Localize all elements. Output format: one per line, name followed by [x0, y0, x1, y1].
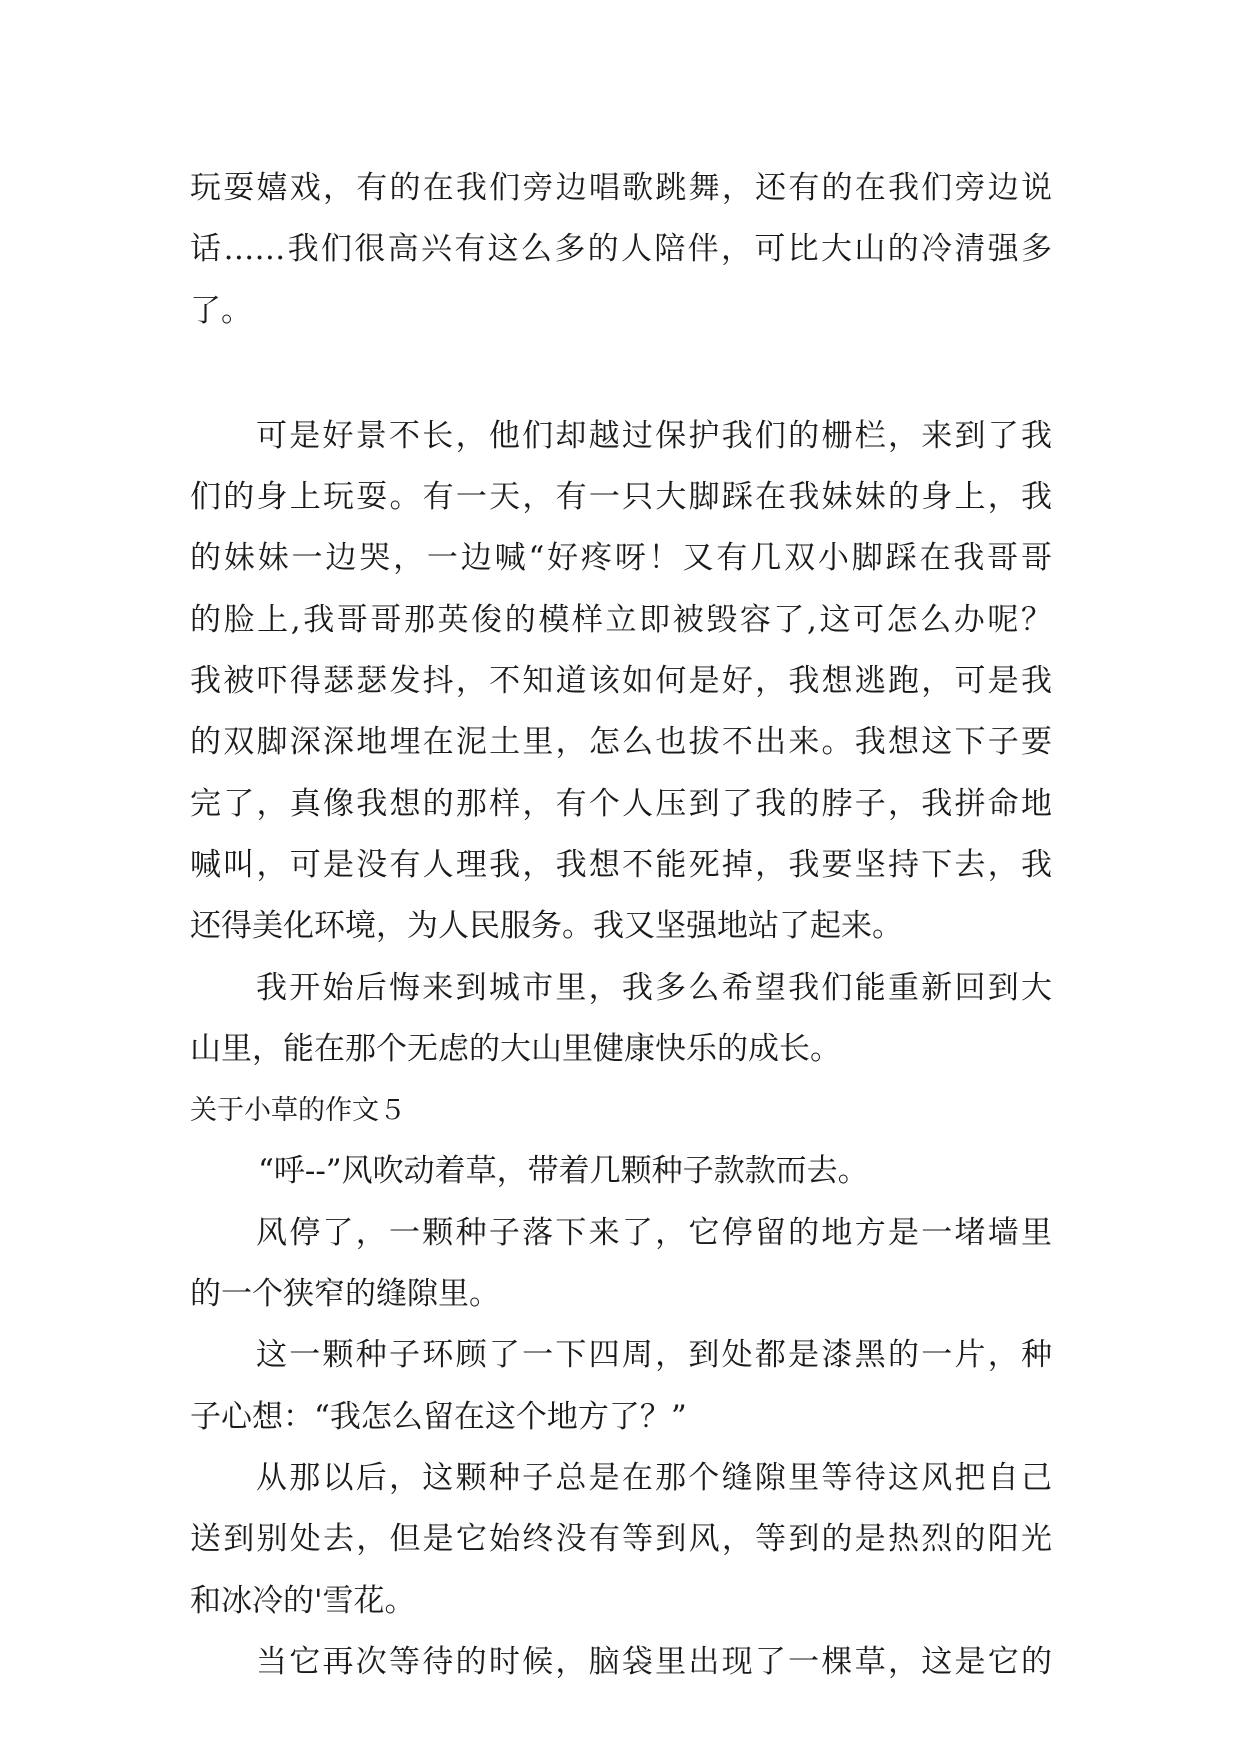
- document-body: [190, 158, 1052, 1693]
- text-line: “呼--”风吹动着草，带着几颗种子款款而去。: [258, 1153, 869, 1190]
- text-line: 当它再次等待的时候，脑袋里出现了一棵草，这是它的: [256, 1643, 1052, 1680]
- text-line: 的脸上,我哥哥那英俊的模样立即被毁容了,这可怎么办呢？: [190, 601, 1052, 638]
- text-line: 我开始后悔来到城市里，我多么希望我们能重新回到大: [256, 969, 1052, 1006]
- text-line: 还得美化环境，为人民服务。我又坚强地站了起来。: [190, 908, 903, 945]
- text-line: 的双脚深深地埋在泥土里，怎么也拔不出来。我想这下子要: [190, 724, 1052, 761]
- text-line: 了。: [190, 292, 252, 329]
- text-line: 风停了，一颗种子落下来了，它停留的地方是一堵墙里: [256, 1214, 1052, 1251]
- text-line: 玩耍嬉戏，有的在我们旁边唱歌跳舞，还有的在我们旁边说: [190, 170, 1052, 206]
- text-line: 从那以后，这颗种子总是在那个缝隙里等待这风把自己: [256, 1459, 1052, 1496]
- text-line: 山里，能在那个无虑的大山里健康快乐的成长。: [190, 1030, 841, 1067]
- text-line: 我被吓得瑟瑟发抖，不知道该如何是好，我想逃跑，可是我: [190, 663, 1052, 700]
- text-line: 和冰冷的'雪花。: [190, 1582, 416, 1619]
- text-line: 子心想：“我怎么留在这个地方了？”: [190, 1398, 687, 1435]
- text-line: 们的身上玩耍。有一天，有一只大脚踩在我妹妹的身上，我: [190, 479, 1052, 516]
- paragraph-gap: [190, 342, 1052, 406]
- text-line: 喊叫，可是没有人理我，我想不能死掉，我要坚持下去，我: [190, 846, 1052, 883]
- text-line: 的妹妹一边哭，一边喊“好疼呀！又有几双小脚踩在我哥哥: [190, 540, 1052, 577]
- text-line: 话……我们很高兴有这么多的人陪伴，可比大山的冷清强多: [190, 231, 1052, 268]
- text-line: 的一个狭窄的缝隙里。: [190, 1276, 500, 1313]
- section-title: 关于小草的作文５: [190, 1095, 406, 1127]
- text-line: 这一颗种子环顾了一下四周，到处都是漆黑的一片，种: [256, 1337, 1052, 1374]
- text-line: 可是好景不长，他们却越过保护我们的栅栏，来到了我: [256, 417, 1052, 454]
- text-line: 完了，真像我想的那样，有个人压到了我的脖子，我拼命地: [190, 785, 1052, 822]
- text-line: 送到别处去，但是它始终没有等到风，等到的是热烈的阳光: [190, 1521, 1052, 1558]
